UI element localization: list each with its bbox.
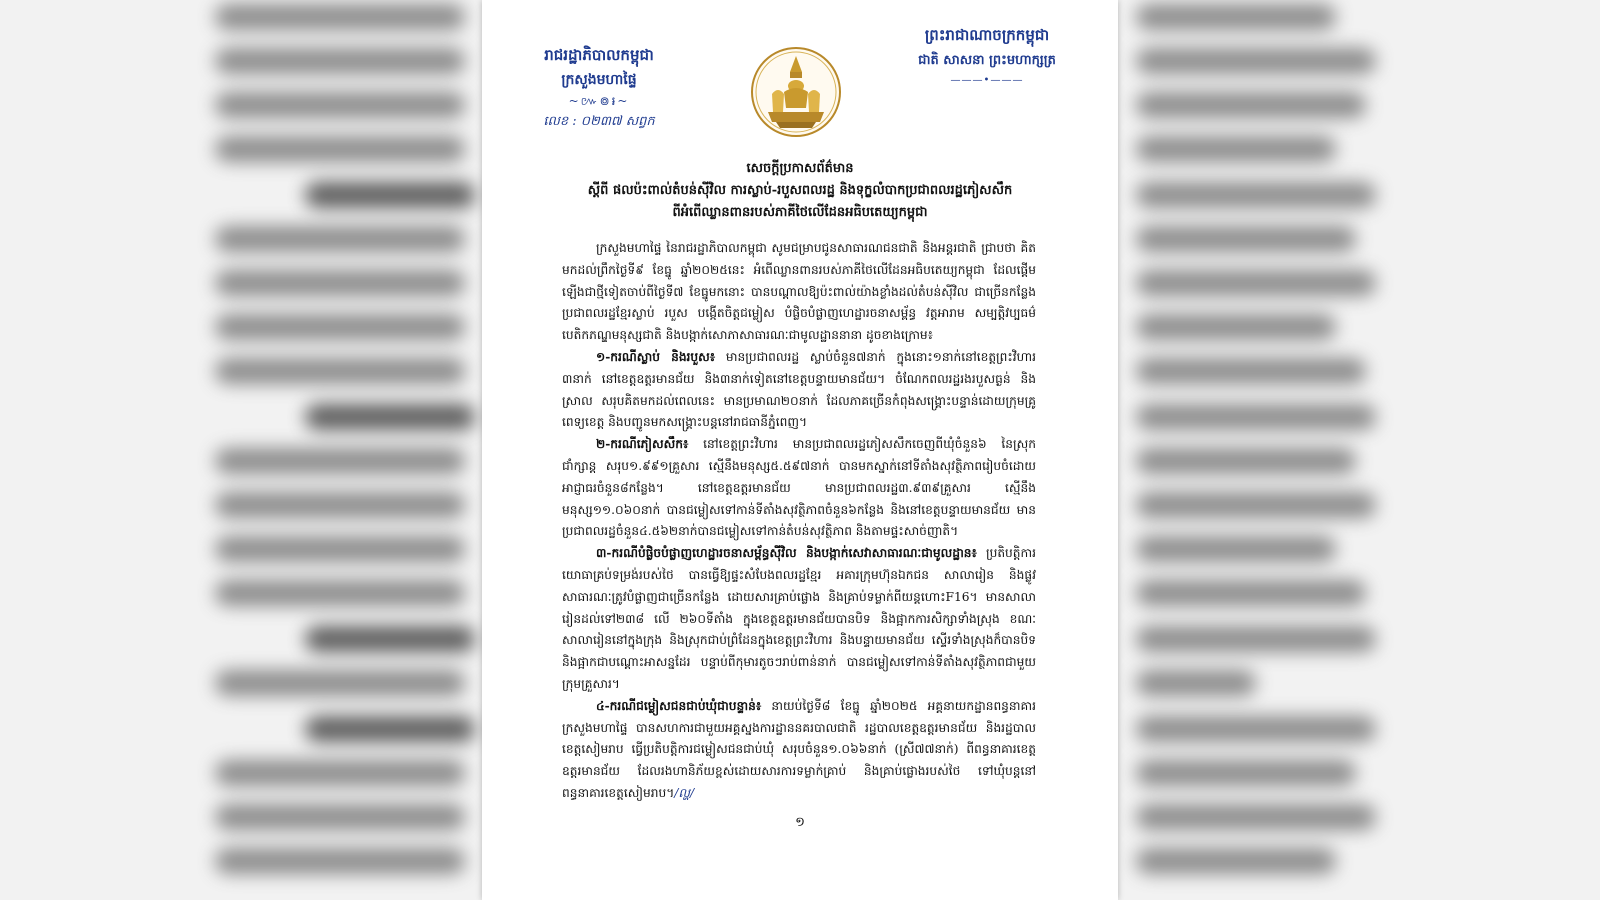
title-line-1: សេចក្តីប្រកាសព័ត៌មាន — [746, 161, 854, 176]
title-line-2: ស្តីពី ផលប៉ះពាល់តំបន់ស៊ីវិល ការស្លាប់-របួសពលរដ្ឋ និងទុក្ខលំបាកប្រជាពលរដ្ឋភៀសសឹក — [587, 183, 1013, 198]
government-name: រាជរដ្ឋាភិបាលកម្ពុជា — [544, 46, 654, 64]
document-body — [562, 238, 1036, 805]
header-ornament: ~៚៙៛~ — [568, 94, 630, 108]
section-4-paragraph — [562, 696, 1036, 805]
blurred-backdrop-right — [1118, 0, 1600, 900]
issuer-header — [534, 46, 664, 132]
section-4-text: នាយប់ថ្ងៃទី៨ ខែធ្នូ ឆ្នាំ២០២៥ អគ្គនាយកដ្ឋានពន្ធនាគារ ក្រសួងមហាផ្ទៃ បានសហការជាមួយអគ្គស្នងការដ្ឋាននគរបាលជាតិ រដ្ឋបាលខេត្តឧត្តរមានជ័យ និងរដ្ឋបាលខេត្តសៀមរាប ធ្វើប្រតិបត្តិការជម្លៀសជនជាប់ឃុំ សរុបចំនួន១.០៦៦នាក់ (ស្រី៧៧នាក់) ពីពន្ធនាគារខេត្តឧត្តរមានជ័យ ដែលរងហានិភ័យខ្ពស់ដោយសារការទម្លាក់គ្រាប់ និងគ្រាប់ផ្លោងរបស់ថៃ ទៅឃុំបន្តនៅពន្ធនាគារខេត្តសៀមរាប។ — [562, 698, 1036, 800]
section-3-paragraph — [562, 543, 1036, 696]
kingdom-name: ព្រះរាជាណាចក្រកម្ពុជា — [924, 26, 1050, 44]
section-1-paragraph — [562, 347, 1036, 434]
ministry-name: ក្រសួងមហាផ្ទៃ — [561, 72, 637, 88]
blurred-backdrop-left — [0, 0, 482, 900]
section-2-heading: ២-ករណីភៀសសឹក៖ — [596, 437, 689, 452]
section-4-heading: ៤-ករណីជម្លៀសជនជាប់ឃុំជាបន្ទាន់៖ — [596, 698, 762, 713]
reference-number: លេខ : ០២៣៧ សព្វក — [543, 114, 655, 129]
document-title — [522, 158, 1078, 224]
section-2-text: នៅខេត្តព្រះវិហារ មានប្រជាពលរដ្ឋភៀសសឹកចេញពីឃុំចំនួន៦ នៃស្រុកជាំក្សាន្ត សរុប១.៩៩១គ្រួសារ ស្មើនឹងមនុស្ស៥.៥៩៧នាក់ បានមកស្នាក់នៅទីតាំងសុវត្ថិភាពរៀបចំដោយអាជ្ញាធរចំនួន៨កន្លែង។ នៅខេត្តឧត្តរមានជ័យ មានប្រជាពលរដ្ឋ៣.៩៣៩គ្រួសារ ស្មើនឹងមនុស្ស១១.០៦០នាក់ បានជម្លៀសទៅកាន់ទីតាំងសុវត្ថិភាពចំនួន៦កន្លែង និងនៅខេត្តបន្ទាយមានជ័យ មានប្រជាពលរដ្ឋចំនួន៤.៥៦២នាក់បានជម្លៀសទៅកាន់តំបន់សុវត្ថិភាព និងតាមផ្ទះសាច់ញាតិ។ — [562, 437, 1036, 539]
section-3-heading: ៣-ករណីបំផ្លិចបំផ្លាញហេដ្ឋារចនាសម្ព័ន្ធស៊ីវិល និងបង្កាក់សេវាសាធារណៈជាមូលដ្ឋាន៖ — [596, 546, 977, 561]
motto-ornament: ———•——— — [950, 75, 1024, 86]
kingdom-header — [912, 26, 1062, 86]
section-1-heading: ១-ករណីស្លាប់ និងរបួស៖ — [596, 349, 716, 364]
section-1-text: មានប្រជាពលរដ្ឋ ស្លាប់ចំនួន៧នាក់ ក្នុងនោះ១នាក់នៅខេត្តព្រះវិហារ ៣នាក់ នៅខេត្តឧត្តរមានជ័យ និង៣នាក់ទៀតនៅខេត្តបន្ទាយមានជ័យ។ ចំណែកពលរដ្ឋរងរបួសធ្ងន់ និងស្រាល សរុបគិតមកដល់ពេលនេះ មានប្រមាណ២០នាក់ ដែលភាគច្រើនកំពុងសង្គ្រោះបន្ទាន់ដោយក្រុមគ្រូពេទ្យខេត្ត និងបញ្ជូនមកសង្គ្រោះបន្តនៅរាជធានីភ្នំពេញ។ — [562, 349, 1036, 430]
intro-paragraph: ក្រសួងមហាផ្ទៃ នៃរាជរដ្ឋាភិបាលកម្ពុជា សូមជម្រាបជូនសាធារណជនជាតិ និងអន្តរជាតិ ជ្រាបថា គិតមកដល់ព្រឹកថ្ងៃទី៩ ខែធ្នូ ឆ្នាំ២០២៥នេះ អំពើឈ្លានពានរបស់ភាគីថៃលើដែនអធិបតេយ្យកម្ពុជា ដែលផ្តើមឡើងជាថ្មីទៀតចាប់ពីថ្ងៃទី៧ ខែធ្នូមកនោះ បានបណ្តាលឱ្យប៉ះពាល់យ៉ាងខ្លាំងដល់តំបន់ស៊ីវិល ជាច្រើនកន្លែង ប្រជាពលរដ្ឋខ្មែរស្លាប់ របួស បង្កើតចិត្តជម្លៀស បំផ្លិចបំផ្លាញហេដ្ឋារចនាសម្ព័ន្ធ វត្តអារាម សម្បត្តិវប្បធម៌ បេតិកភណ្ឌមនុស្សជាតិ និងបង្កាក់សោភាសាធារណៈជាមូលដ្ឋាននានា ដូចខាងក្រោម៖ — [562, 241, 1036, 343]
page-number: ១ — [795, 815, 805, 830]
national-motto: ជាតិ សាសនា ព្រះមហាក្សត្រ — [918, 53, 1056, 68]
section-3-text: ប្រតិបត្តិការយោធាគ្រប់ទម្រង់របស់ថៃ បានធ្វើឱ្យផ្ទះសំបែងពលរដ្ឋខ្មែរ អគារក្រុមហ៊ុនឯកជន សាលារៀន និងផ្លូវសាធារណៈត្រូវបំផ្លាញជាច្រើនកន្លែង ដោយសារគ្រាប់ផ្លោង និងគ្រាប់ទម្លាក់ពីយន្តហោះF16។ មានសាលារៀនដល់ទៅ២៣៨ លើ ២៦០ទីតាំង ក្នុងខេត្តឧត្តរមានជ័យបានបិទ និងផ្អាកការសិក្សាទាំងស្រុង ខណៈសាលារៀននៅក្នុងក្រុង និងស្រុកជាប់ព្រំដែនក្នុងខេត្តព្រះវិហារ និងបន្ទាយមានជ័យ ស្ទើរទាំងស្រុងក៏បានបិទ និងផ្អាកជាបណ្តោះអាសន្នដែរ បន្ទាប់ពីកុមារតូចៗរាប់ពាន់នាក់ បានជម្លៀសទៅកាន់ទីតាំងសុវត្ថិភាពជាមួយក្រុមគ្រួសារ។ — [562, 546, 1036, 691]
title-line-3: ពីអំពើឈ្លានពានរបស់ភាគីថៃលើដែនអធិបតេយ្យកម្ពុជា — [672, 205, 928, 220]
end-mark: /ល្ហ/ — [674, 785, 695, 800]
section-2-paragraph — [562, 434, 1036, 543]
document-page — [482, 0, 1118, 900]
royal-emblem-icon — [750, 46, 842, 138]
